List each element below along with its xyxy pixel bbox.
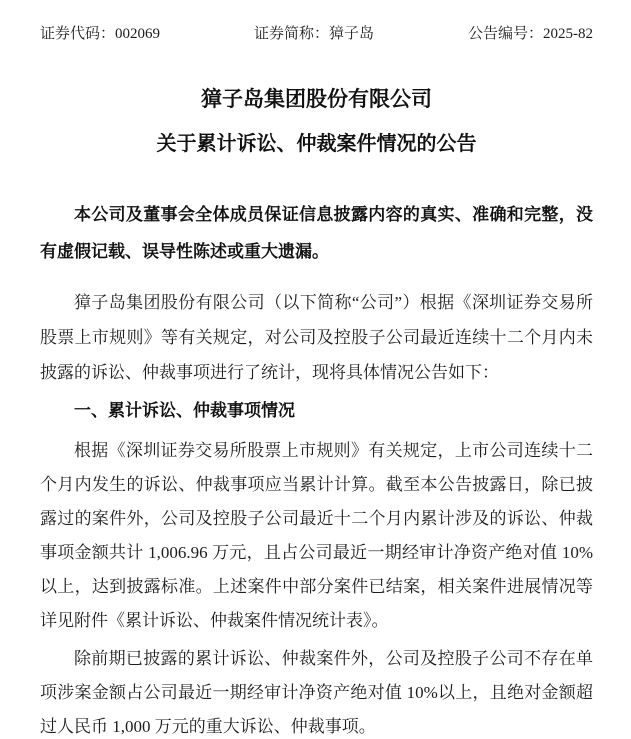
stock-code-value: 002069 [115, 26, 161, 42]
board-declaration-paragraph: 本公司及董事会全体成员保证信息披露内容的真实、准确和完整，没有虚假记载、误导性陈述或重大遗漏。 [40, 205, 593, 261]
stock-name-value: 獐子岛 [329, 26, 375, 42]
stock-code-label: 证券代码： [40, 26, 116, 42]
stock-name [254, 24, 374, 45]
company-name-title: 獐子岛集团股份有限公司 [201, 88, 432, 111]
stock-name-label: 证券简称： [253, 26, 329, 42]
document-header [40, 24, 593, 45]
intro-paragraph: 獐子岛集团股份有限公司（以下简称“公司”）根据《深圳证券交易所股票上市规则》等有关规定，对公司及控股子公司最近连续十二个月内未披露的诉讼、仲裁事项进行了统计，现将具体情况公告如下： [40, 293, 593, 382]
announcement-number-value: 2025-82 [543, 26, 593, 42]
announcement-title: 关于累计诉讼、仲裁案件情况的公告 [156, 133, 477, 155]
announcement-number-label: 公告编号： [467, 26, 543, 42]
section-1-paragraph-no-major-cases: 除前期已披露的累计诉讼、仲裁案件外，公司及控股子公司不存在单项涉案金额占公司最近一期经审计净资产绝对值 10%以上，且绝对金额超过人民币 1,000 万元的重大诉讼、仲裁事项。 [40, 649, 593, 736]
stock-code [40, 24, 160, 45]
section-1-paragraph-cumulative-cases: 根据《深圳证券交易所股票上市规则》有关规定，上市公司连续十二个月内发生的诉讼、仲裁事项应当累计计算。截至本公告披露日，除已披露过的案件外，公司及控股子公司最近十二个月内累计涉及的诉讼、仲裁事项金额共计 1,006.96 万元，且占公司最近一期经审计净资产绝对值 10%以上，达到披露标准。上述案件中部分案件已结案，相关案件进展情况等详见附件《累计诉讼、仲裁案件情况统计表》。 [40, 441, 593, 630]
announcement-number [468, 24, 593, 45]
section-1-heading: 一、累计诉讼、仲裁事项情况 [74, 401, 295, 420]
